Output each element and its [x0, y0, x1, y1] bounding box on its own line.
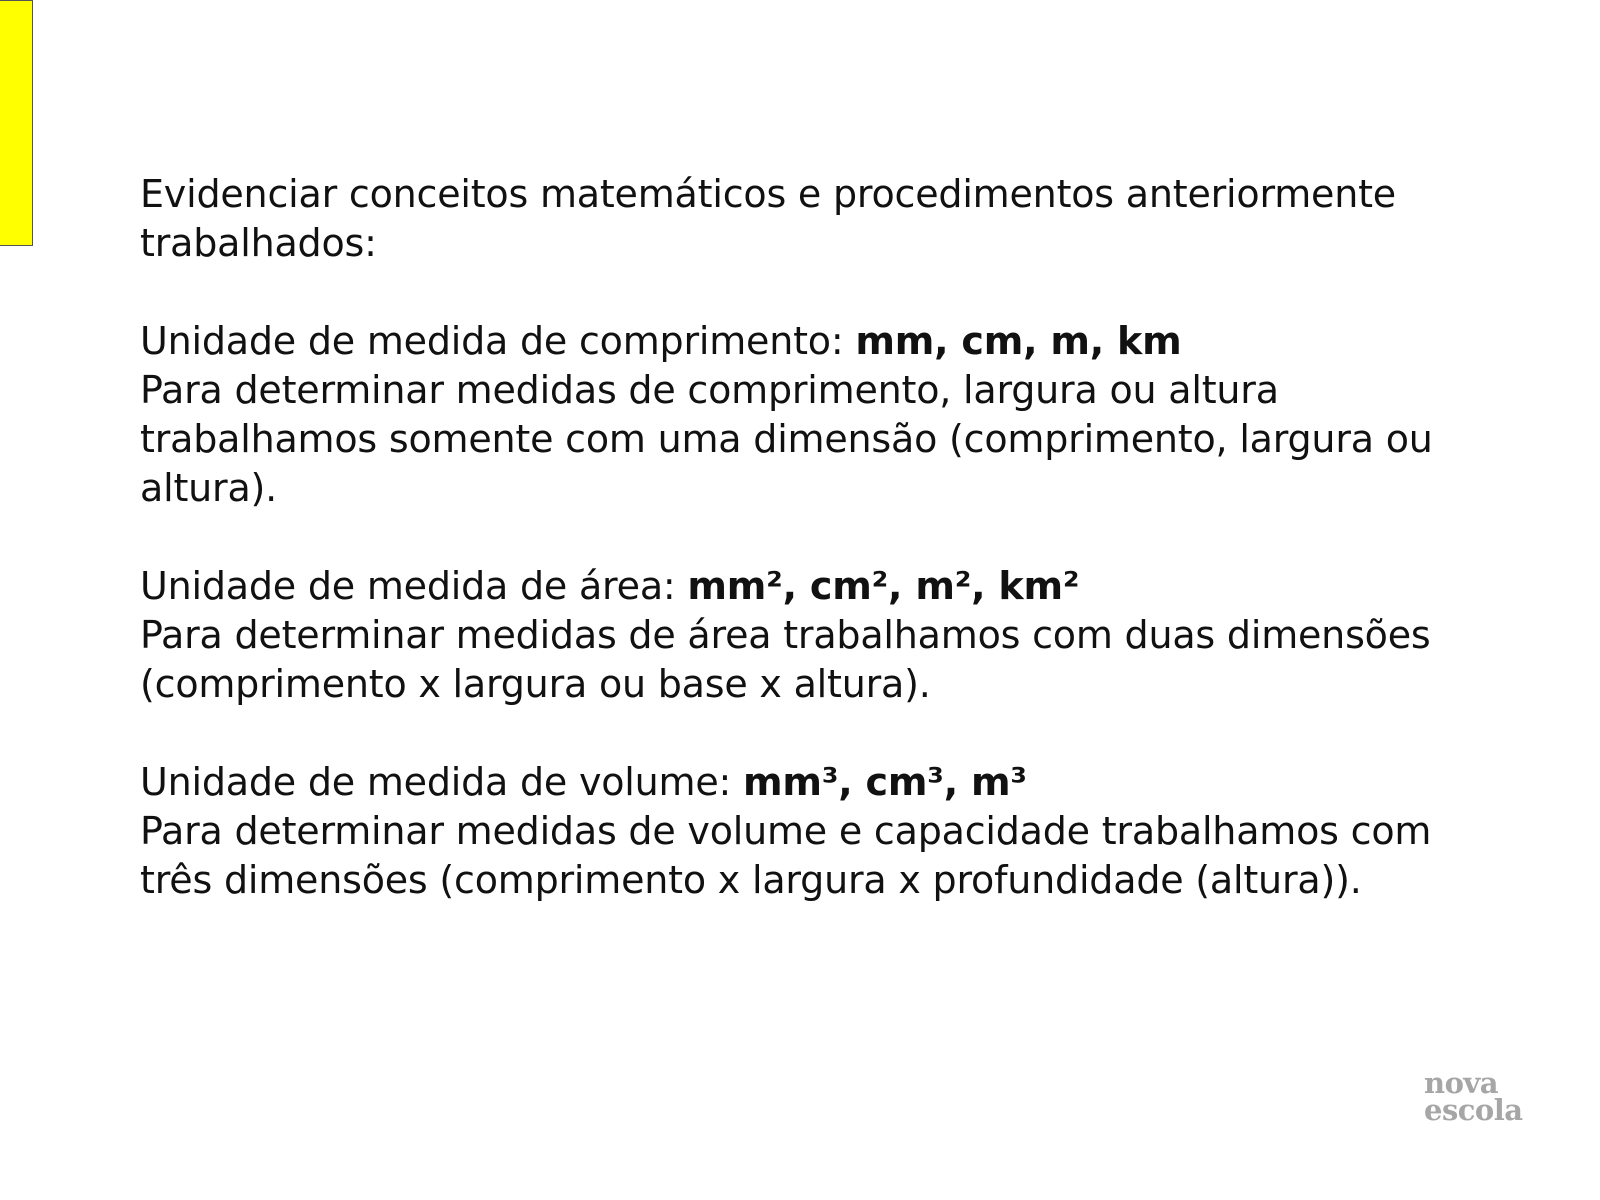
slide-content — [140, 170, 1460, 905]
length-description: Para determinar medidas de comprimento, largura ou altura trabalhamos somente com uma dimensão (comprimento, largura ou altura). — [140, 368, 1433, 510]
length-unit-label: Unidade de medida de comprimento: — [140, 319, 856, 363]
intro-text: Evidenciar conceitos matemáticos e procedimentos anteriormente trabalhados: — [140, 172, 1396, 265]
volume-unit-values: mm³, cm³, m³ — [743, 760, 1027, 804]
area-description: Para determinar medidas de área trabalhamos com duas dimensões (comprimento x largura ou base x altura). — [140, 613, 1431, 706]
area-unit-values: mm², cm², m², km² — [687, 564, 1080, 608]
volume-unit-line — [140, 758, 1460, 807]
length-unit-line — [140, 317, 1460, 366]
yellow-tab-marker — [0, 0, 33, 246]
spacer — [140, 709, 1460, 758]
nova-escola-logo — [1424, 1066, 1554, 1127]
length-unit-values: mm, cm, m, km — [855, 319, 1182, 363]
logo-line-nova: nova — [1424, 1066, 1499, 1100]
volume-unit-label: Unidade de medida de volume: — [140, 760, 744, 804]
spacer — [140, 268, 1460, 317]
area-unit-label: Unidade de medida de área: — [140, 564, 688, 608]
spacer — [140, 513, 1460, 562]
volume-description: Para determinar medidas de volume e capacidade trabalhamos com três dimensões (comprimento x largura x profundidade (altura)). — [140, 809, 1432, 902]
area-unit-line — [140, 562, 1460, 611]
logo-line-escola: escola — [1424, 1093, 1523, 1127]
